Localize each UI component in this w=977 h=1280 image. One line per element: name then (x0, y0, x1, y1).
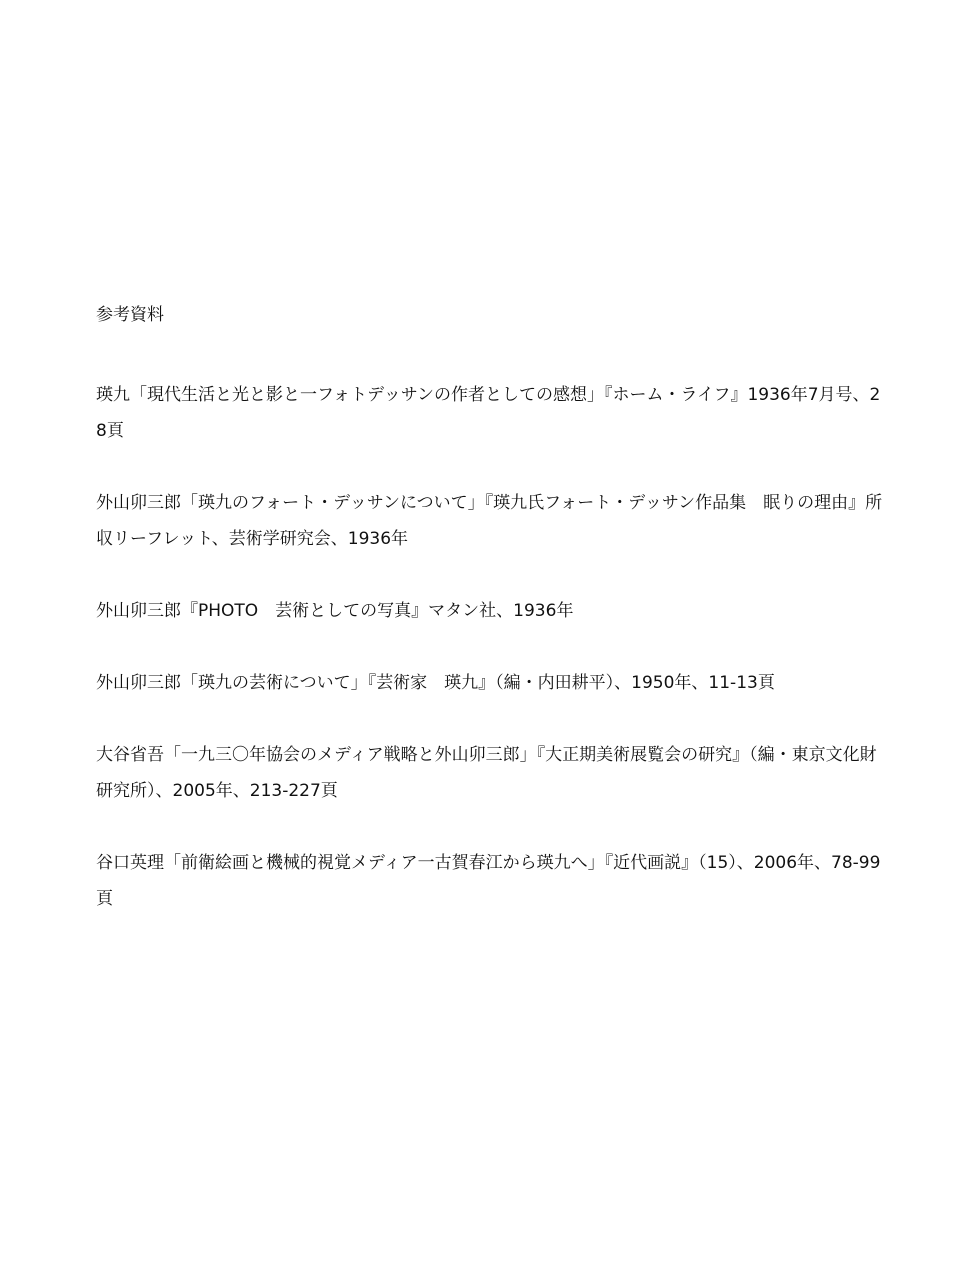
references-heading: 参考資料 (96, 305, 164, 325)
references-section (96, 301, 886, 953)
reference-item-1: 瑛九「現代生活と光と影と一フォトデッサンの作者としての感想」『ホーム・ライフ』1936年7月号、28頁 (96, 385, 881, 441)
reference-item-5: 大谷省吾「一九三〇年協会のメディア戦略と外山卯三郎」『大正期美術展覧会の研究』（編・東京文化財研究所）、2005年、213-227頁 (96, 745, 877, 801)
reference-item-4: 外山卯三郎「瑛九の芸術について」『芸術家 瑛九』（編・内田耕平）、1950年、11-13頁 (96, 673, 775, 693)
reference-item-6: 谷口英理「前衛絵画と機械的視覚メディア一古賀春江から瑛九へ」『近代画説』（15）、2006年、78-99頁 (96, 853, 881, 909)
reference-item-3: 外山卯三郎『PHOTO 芸術としての写真』マタン社、1936年 (96, 601, 574, 621)
reference-item-2: 外山卯三郎「瑛九のフォート・デッサンについて」『瑛九氏フォート・デッサン作品集 眠りの理由』所収リーフレット、芸術学研究会、1936年 (96, 493, 883, 549)
